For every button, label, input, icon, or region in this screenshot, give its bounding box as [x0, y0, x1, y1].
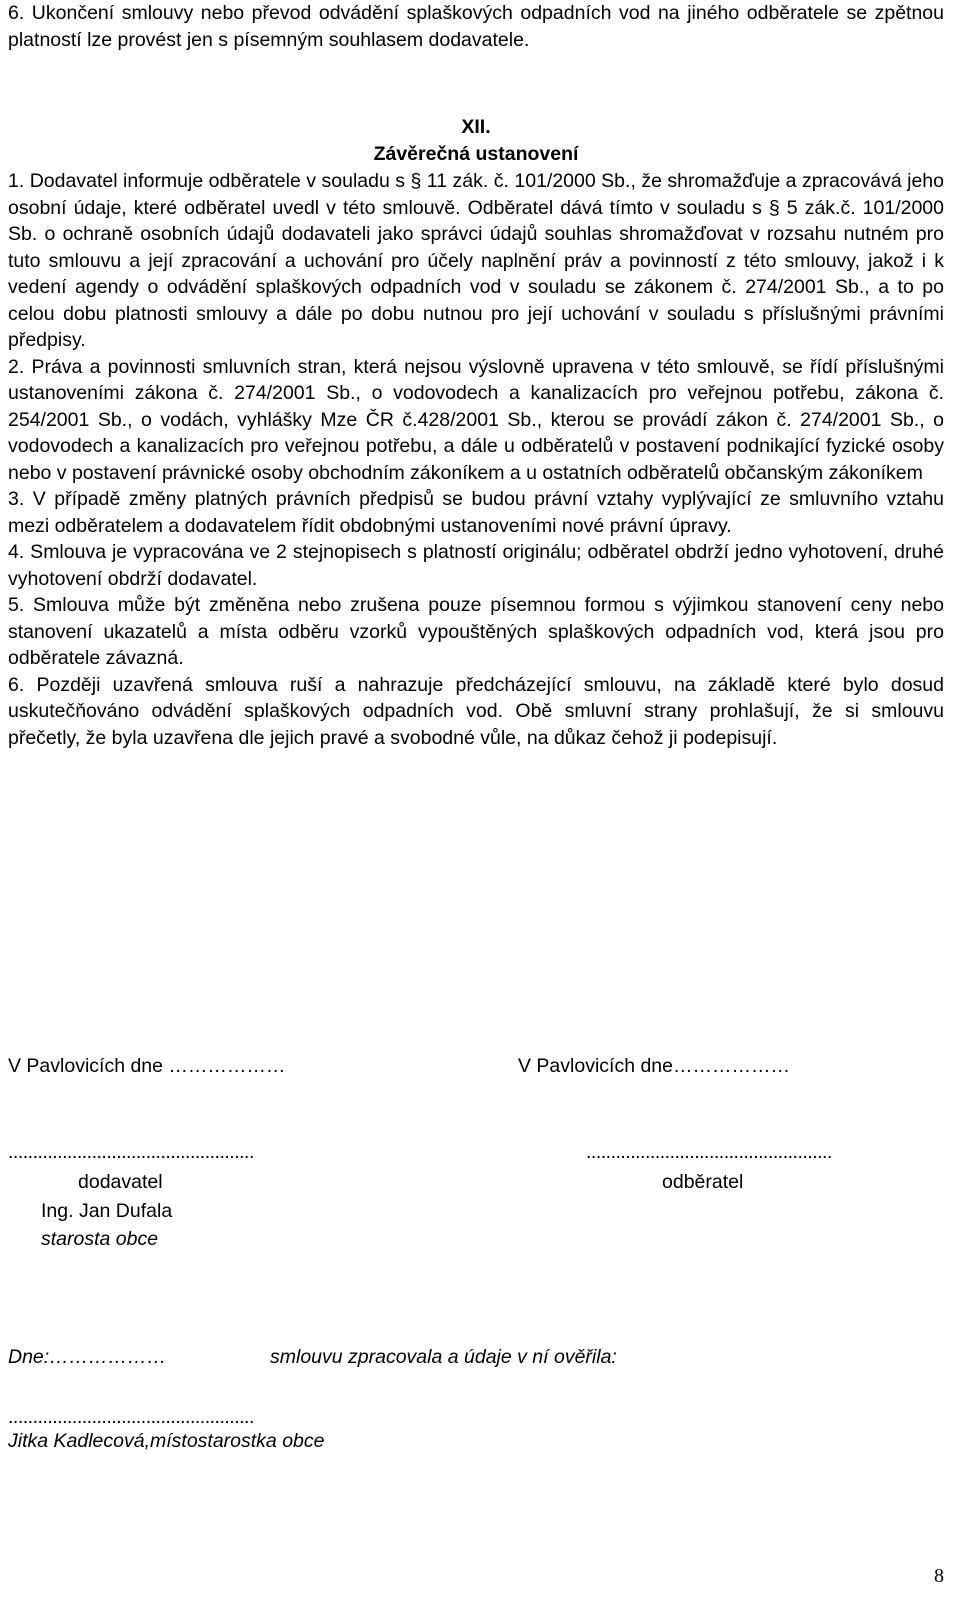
article-heading: [8, 114, 944, 167]
right-signature-line: ..................................................: [586, 1141, 832, 1163]
left-role: dodavatel: [78, 1171, 163, 1193]
page-number: 8: [934, 1565, 944, 1587]
paragraph-5: 5. Smlouva může být změněna nebo zrušena pouze písemnou formou s výjimkou stanovení ceny nebo stanovení ukazatelů a místa odběru vzorků vypouštěných splaškových odpadních vod, která jsou pro odběratele závazná.: [8, 594, 944, 669]
article-body: [8, 168, 944, 751]
paragraph-4: 4. Smlouva je vypracována ve 2 stejnopisech s platností originálu; odběratel obdrží jedno vyhotovení, druhé vyhotovení obdrží dodavatel.: [8, 541, 944, 590]
section-6-continued: [8, 0, 944, 53]
paragraph-1: 1. Dodavatel informuje odběratele v souladu s § 11 zák. č. 101/2000 Sb., že shromažďuje a zpracovává jeho osobní údaje, které odběratel uvedl v této smlouvě. Odběratel dává tímto v souladu s § 5 zák.č. 101/2000 Sb. o ochraně osobních údajů dodavateli jako správci údajů souhlas shromažďovat v rozsahu nutném pro tuto smlouvu a její zpracování a uchování pro účely naplnění práv a povinností z této smlouvy, jakož i k vedení agendy o odvádění splaškových odpadních vod v souladu se zákonem č. 274/2001 Sb., a to po celou dobu platnosti smlouvy a dále po dobu nutnou pro její uchování v souladu s příslušnými právními předpisy.: [8, 170, 944, 351]
verification-date: Dne:………………: [8, 1346, 167, 1368]
article-title: Závěrečná ustanovení: [373, 142, 579, 165]
verification-statement: smlouvu zpracovala a údaje v ní ověřila:: [270, 1346, 617, 1368]
paragraph-2: 2. Práva a povinnosti smluvních stran, která nejsou výslovně upravena v této smlouvě, se řídí příslušnými ustanoveními zákona č. 274/2001 Sb., o vodovodech a kanalizacích pro veřejnou potřebu, zákona č. 254/2001 Sb., o vodách, vyhlášky Mze ČR č.428/2001 Sb., kterou se provádí zákon č. 274/2001 Sb., o vodovodech a kanalizacích pro veřejnou potřebu, a dále u odběratelů v postavení podnikající fyzické osoby nebo v postavení právnické osoby obchodním zákoníkem a u ostatních odběratelů občanským zákoníkem: [8, 355, 944, 484]
section-6-text: 6. Ukončení smlouvy nebo převod odvádění splaškových odpadních vod na jiného odběratele se zpětnou platností lze provést jen s písemným souhlasem dodavatele.: [8, 2, 944, 51]
right-place-date: V Pavlovicích dne………………: [518, 1055, 791, 1077]
verification-name: Jitka Kadlecová,místostarostka obce: [8, 1430, 325, 1452]
left-title: starosta obce: [41, 1228, 159, 1250]
left-place-date: V Pavlovicích dne ………………: [8, 1055, 286, 1077]
paragraph-6: 6. Později uzavřená smlouva ruší a nahrazuje předcházející smlouvu, na základě které bylo dosud uskutečňováno odvádění splaškových odpadních vod. Obě smluvní strany prohlašují, že si smlouvu přečetly, že byla uzavřena dle jejich pravé a svobodné vůle, na důkaz čehož ji podepisují.: [8, 673, 944, 749]
article-number: XII.: [461, 116, 491, 138]
verification-signature-line: ..................................................: [8, 1406, 254, 1428]
paragraph-3: 3. V případě změny platných právních předpisů se budou právní vztahy vyplývající ze smluvního vztahu mezi odběratelem a dodavatelem řídit obdobnými ustanoveními nové právní úpravy.: [8, 488, 944, 537]
left-signature-line: ..................................................: [8, 1141, 254, 1163]
right-role: odběratel: [662, 1171, 744, 1193]
document-page: [8, 0, 944, 1600]
left-name: Ing. Jan Dufala: [41, 1200, 173, 1222]
